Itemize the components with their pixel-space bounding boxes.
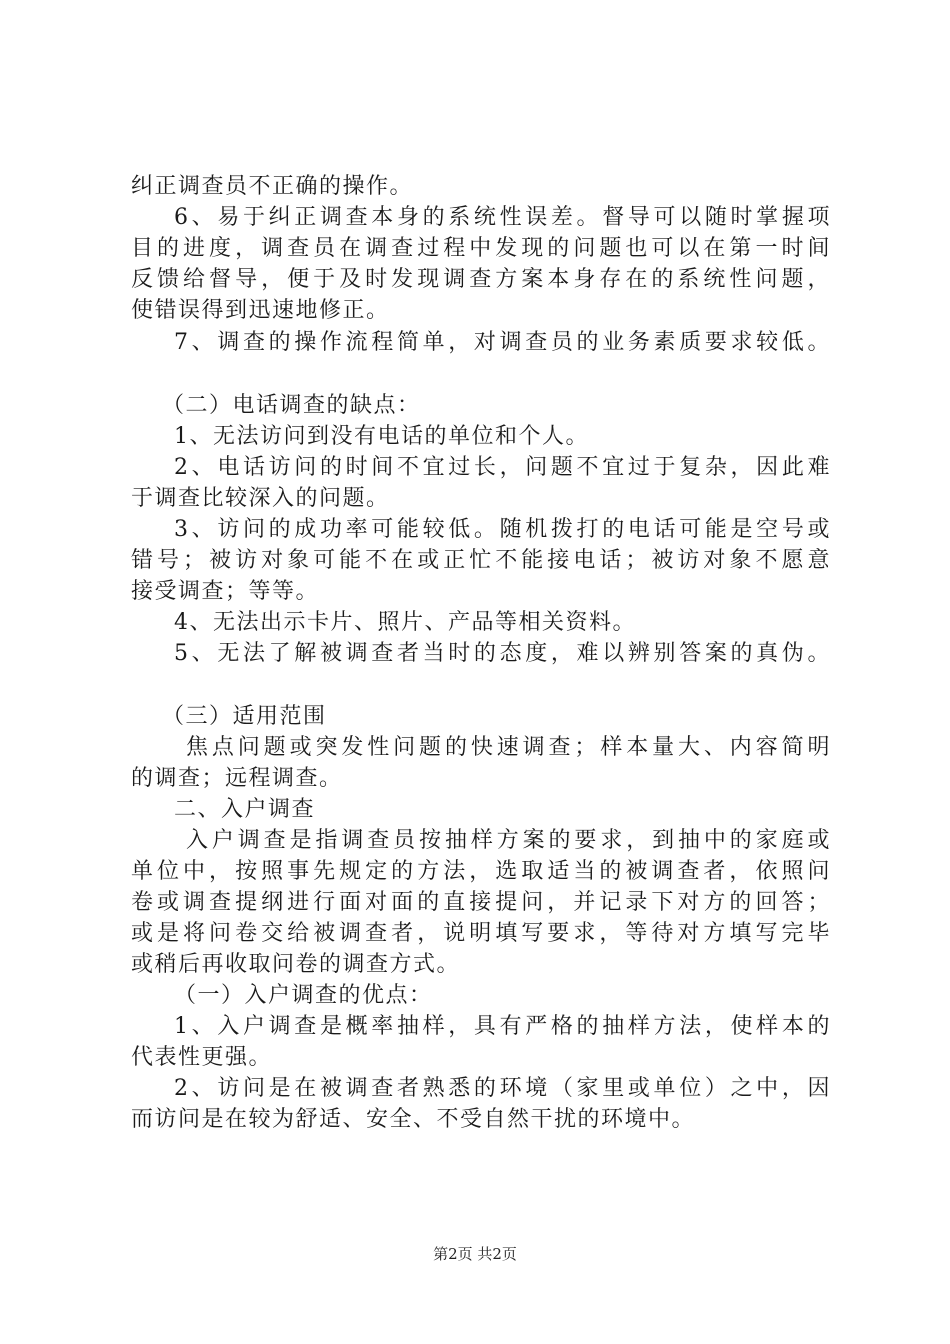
text-line: 或稍后再收取问卷的调查方式。 — [131, 952, 461, 977]
text-line: 的调查；远程调查。 — [131, 766, 343, 791]
text-line: 于调查比较深入的问题。 — [131, 486, 390, 511]
text-line: 反馈给督导，便于及时发现调查方案本身存在的系统性问题， — [131, 267, 831, 292]
text-line: 代表性更强。 — [131, 1045, 273, 1070]
text-line: 单位中，按照事先规定的方法，选取适当的被调查者，依照问 — [131, 859, 831, 884]
text-line: 7、调查的操作流程简单，对调查员的业务素质要求较低。 — [174, 330, 831, 355]
text-line: 使错误得到迅速地修正。 — [131, 298, 390, 323]
text-line: 4、无法出示卡片、照片、产品等相关资料。 — [174, 610, 636, 635]
text-line: 2、电话访问的时间不宜过长，问题不宜过于复杂，因此难 — [174, 455, 831, 480]
text-line: 2、访问是在被调查者熟悉的环境（家里或单位）之中，因 — [174, 1076, 831, 1101]
section-heading: 二、入户调查 — [174, 797, 316, 822]
text-line: 而访问是在较为舒适、安全、不受自然干扰的环境中。 — [131, 1107, 696, 1132]
text-line: 5、无法了解被调查者当时的态度，难以辨别答案的真伪。 — [174, 641, 831, 666]
text-line: 3、访问的成功率可能较低。随机拨打的电话可能是空号或 — [174, 517, 831, 542]
page-number-footer: 第2页 共2页 — [433, 1245, 517, 1263]
text-line: 或是将问卷交给被调查者，说明填写要求，等待对方填写完毕 — [131, 921, 831, 946]
text-line: 1、无法访问到没有电话的单位和个人。 — [174, 424, 589, 449]
text-line: 1、入户调查是概率抽样，具有严格的抽样方法，使样本的 — [174, 1014, 831, 1039]
text-line: 入户调查是指调查员按抽样方案的要求，到抽中的家庭或 — [186, 828, 831, 853]
text-line: 6、易于纠正调查本身的系统性误差。督导可以随时掌握项 — [174, 205, 831, 230]
section-heading: （三）适用范围 — [162, 704, 327, 729]
text-line: 焦点问题或突发性问题的快速调查；样本量大、内容简明 — [186, 735, 831, 760]
section-heading: （一）入户调查的优点： — [174, 983, 433, 1008]
text-line: 目的进度，调查员在调查过程中发现的问题也可以在第一时间 — [131, 236, 831, 261]
section-heading: （二）电话调查的缺点： — [162, 393, 421, 418]
text-line: 接受调查；等等。 — [131, 579, 320, 604]
text-line: 纠正调查员不正确的操作。 — [131, 174, 414, 199]
text-line: 错号；被访对象可能不在或正忙不能接电话；被访对象不愿意 — [131, 548, 831, 573]
text-line: 卷或调查提纲进行面对面的直接提问，并记录下对方的回答； — [131, 890, 831, 915]
